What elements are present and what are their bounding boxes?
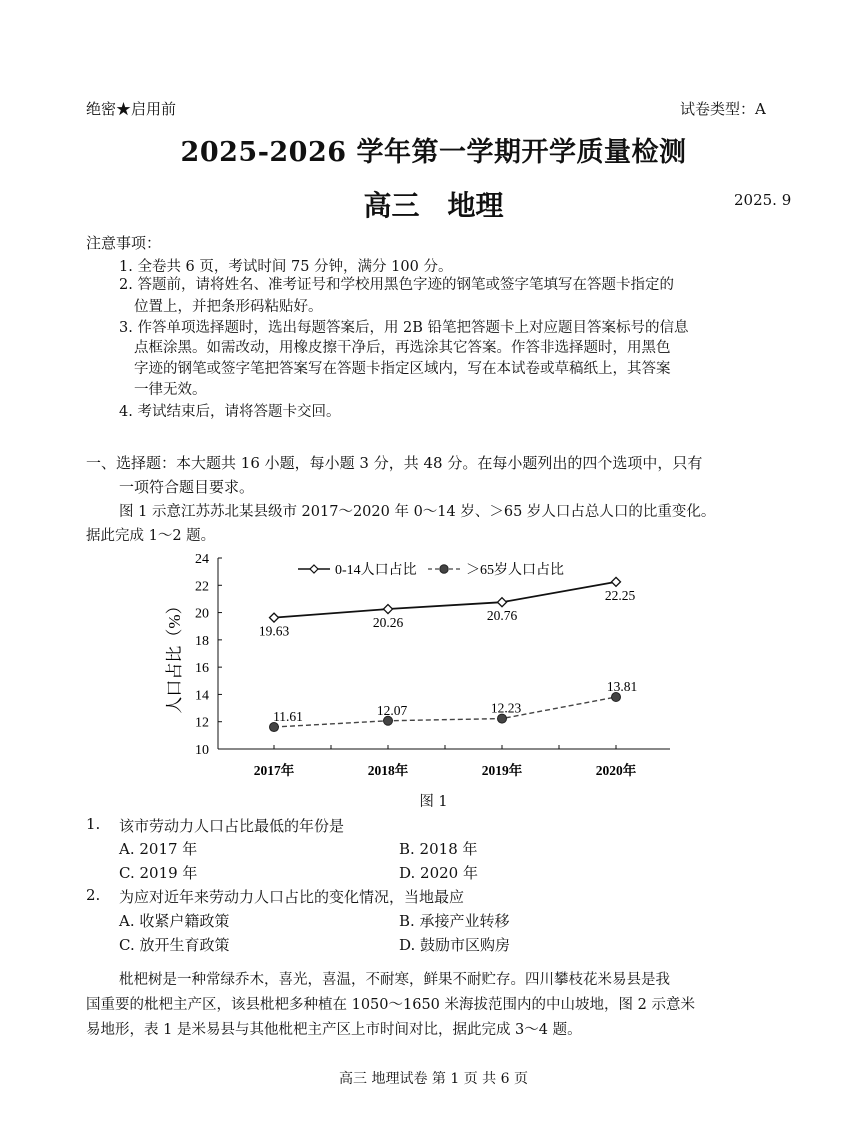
y-tick-label: 20	[195, 606, 209, 622]
data-label-65plus: 11.61	[273, 709, 303, 725]
data-point-0-14	[270, 613, 279, 622]
chart-series	[259, 577, 637, 731]
y-tick-label: 10	[195, 743, 209, 758]
question-number: 1.	[86, 815, 101, 833]
note-line: 3. 作答单项选择题时，选出每题答案后，用 2B 铅笔把答题卡上对应题目答案标号的信息	[119, 320, 689, 336]
data-label-0-14: 20.76	[486, 608, 518, 624]
confidential-label: 绝密★启用前	[86, 100, 177, 118]
data-label-65plus: 12.07	[376, 702, 408, 718]
note-line: 字迹的钢笔或签字笔把答案写在答题卡指定区域内，写在本试卷或草稿纸上，其答案	[134, 361, 671, 377]
question-number: 2.	[86, 886, 101, 904]
section-heading-cont: 一项符合题目要求。	[119, 478, 255, 496]
section-heading: 一、选择题：本大题共 16 小题，每小题 3 分，共 48 分。在每小题列出的四个选项中，只有	[86, 454, 703, 472]
legend-label-0-14: 0-14人口占比	[335, 563, 417, 578]
option-c: C. 2019 年	[119, 864, 198, 882]
page-footer: 高三 地理试卷 第 1 页 共 6 页	[339, 1071, 528, 1087]
x-tick-label: 2018年	[367, 763, 409, 778]
data-label-65plus: 13.81	[606, 679, 638, 695]
notes-heading: 注意事项：	[86, 234, 162, 252]
legend-label-65plus: ＞65岁人口占比	[466, 563, 564, 578]
question-stem: 该市劳动力人口占比最低的年份是	[119, 817, 345, 835]
series-line-0-14	[274, 582, 616, 618]
chart-legend	[298, 561, 564, 578]
figure-intro-cont: 据此完成 1～2 题。	[86, 528, 216, 544]
series-line-65plus	[274, 697, 616, 727]
population-ratio-chart	[150, 548, 690, 810]
y-tick-label: 12	[195, 715, 209, 731]
y-tick-label: 16	[195, 661, 209, 677]
note-line: 一律无效。	[134, 382, 207, 398]
legend-marker-65plus	[440, 565, 448, 573]
note-line: 4. 考试结束后，请将答题卡交回。	[119, 404, 341, 420]
note-line: 2. 答题前，请将姓名、准考证号和学校用黑色字迹的钢笔或签字笔填写在答题卡指定的	[119, 277, 674, 293]
option-a: A. 2017 年	[119, 840, 198, 858]
option-d: D. 2020 年	[399, 864, 478, 882]
passage-line: 易地形，表 1 是米易县与其他枇杷主产区上市时间对比，据此完成 3～4 题。	[86, 1022, 582, 1038]
y-tick-label: 14	[195, 688, 209, 704]
data-label-0-14: 20.26	[372, 615, 404, 631]
passage-line: 枇杷树是一种常绿乔木，喜光，喜温，不耐寒，鲜果不耐贮存。四川攀枝花米易县是我	[119, 972, 670, 988]
data-point-0-14	[612, 577, 621, 586]
question-stem: 为应对近年来劳动力人口占比的变化情况，当地最应	[119, 888, 465, 906]
option-a: A. 收紧户籍政策	[119, 912, 230, 930]
data-point-0-14	[498, 598, 507, 607]
x-tick-label: 2020年	[595, 763, 637, 778]
x-ticks	[254, 745, 637, 778]
legend-marker-0-14	[310, 565, 318, 573]
data-point-0-14	[384, 605, 393, 614]
y-tick-label: 18	[195, 633, 209, 649]
exam-title: 2025-2026 学年第一学期开学质量检测	[180, 137, 687, 168]
figure-caption: 图 1	[419, 794, 448, 810]
y-tick-label: 22	[195, 579, 209, 595]
option-b: B. 2018 年	[399, 840, 478, 858]
figure-intro: 图 1 示意江苏苏北某县级市 2017～2020 年 0～14 岁、＞65 岁人口占总人口的比重变化。	[119, 504, 716, 520]
exam-date: 2025. 9	[734, 191, 792, 209]
x-tick-label: 2019年	[481, 763, 523, 778]
note-line: 位置上，并把条形码粘贴好。	[134, 299, 323, 315]
data-label-0-14: 22.25	[604, 587, 636, 603]
note-line: 1. 全卷共 6 页，考试时间 75 分钟，满分 100 分。	[119, 259, 453, 275]
option-b: B. 承接产业转移	[399, 912, 510, 930]
subject-title: 高三 地理	[363, 189, 504, 222]
data-label-65plus: 12.23	[490, 700, 522, 716]
passage-line: 国重要的枇杷主产区，该县枇杷多种植在 1050～1650 米海拔范围内的中山坡地，图 2 示意米	[86, 997, 695, 1013]
option-d: D. 鼓励市区购房	[399, 936, 511, 954]
paper-type-label: 试卷类型：A	[680, 100, 766, 118]
data-label-0-14: 19.63	[258, 623, 290, 639]
x-tick-label: 2017年	[253, 763, 295, 778]
option-c: C. 放开生育政策	[119, 936, 230, 954]
y-tick-label: 24	[195, 552, 209, 567]
note-line: 点框涂黑。如需改动，用橡皮擦干净后，再选涂其它答案。作答非选择题时，用黑色	[134, 340, 671, 356]
y-axis-label: 人口占比（%）	[165, 597, 184, 714]
